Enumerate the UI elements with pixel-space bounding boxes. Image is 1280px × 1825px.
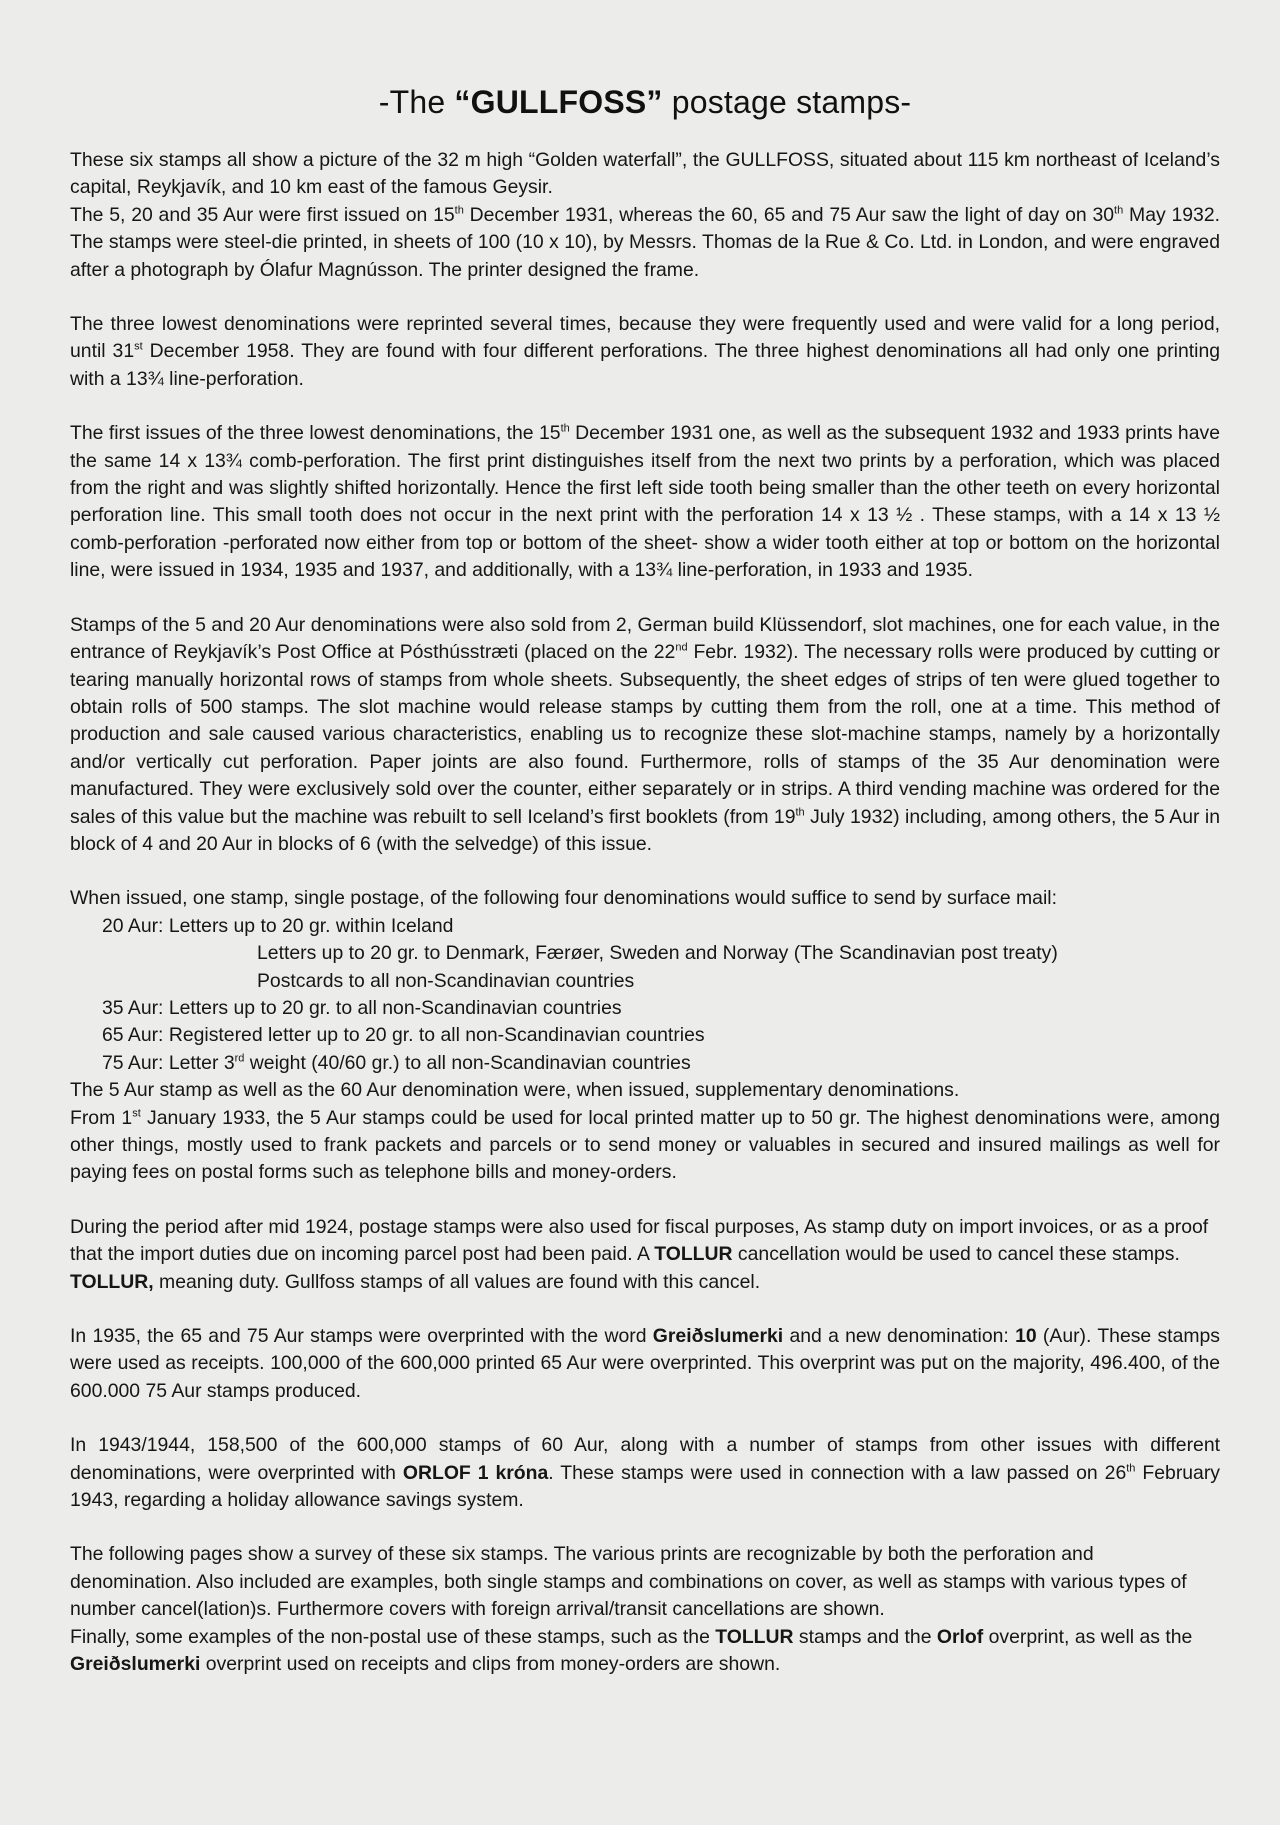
survey-text-d: stamps and the xyxy=(793,1625,937,1648)
reprints-text-a: The three lowest denominations were reprinted several times, because they were frequently used and were valid for a long period, until 31 xyxy=(70,313,1220,363)
paragraph-greidslumerki xyxy=(70,1323,1220,1405)
rate-label: 75 Aur: xyxy=(102,1051,164,1074)
paragraph-intro xyxy=(70,147,1220,284)
survey-text-a: The following pages show a survey of these six stamps. The various prints are recognizable by both the perforation and denomination. Also included are examples, both single stamps and combinations on cover, as well as stamps with various types of number cancel(lation)s. Furthermore covers with foreign arrival/transit cancellations are shown. xyxy=(70,1543,1187,1621)
title-suffix: postage stamps- xyxy=(662,84,912,120)
sup-text: th xyxy=(795,806,805,819)
tollur-bold: TOLLUR xyxy=(715,1625,794,1648)
overprint-text-e: (Aur). These stamps were used as receipts. 100,000 of the 600,000 printed 65 Aur were overprinted. This overprint was put on the majority, 496.400, of the 600.000 75 Aur stamps produced. xyxy=(70,1325,1220,1402)
supplementary-text: The 5 Aur stamp as well as the 60 Aur denomination were, when issued, supplementary denominations. xyxy=(70,1079,960,1102)
sup-text: st xyxy=(134,340,143,353)
tollur-bold: TOLLUR, xyxy=(70,1270,154,1293)
sup-text: th xyxy=(454,204,464,217)
issue-text-c: December 1931, whereas the 60, 65 and 75 Aur saw the light of day on 30 xyxy=(463,203,1115,226)
sup-text: rd xyxy=(234,1052,245,1065)
rate-75-aur xyxy=(70,1050,1220,1077)
fiscal-text-e: meaning duty. Gullfoss stamps of all values are found with this cancel. xyxy=(153,1270,761,1293)
usage-text-a: From 1 xyxy=(70,1106,133,1129)
title-prefix: -The xyxy=(378,84,455,120)
perf-text-c: December 1931 one, as well as the subsequent 1932 and 1933 prints have the same 14 x 13¾ comb-perforation. The first print distinguishes itself from the next two prints by a perforation, which was placed from the right and was slightly shifted horizontally. Hence the first left side tooth being smaller than the other teeth on every horizontal perforation line. This small tooth does not occur in the next print with the perforation 14 x 13 ½ . These stamps, with a 14 x 13 ½ comb-perforation -perforated now either from top or bottom of the sheet- show a wider tooth either at top or bottom on the horizontal line, were issued in 1934, 1935 and 1937, and additionally, with a 13¾ line-perforation, in 1933 and 1935. xyxy=(70,422,1220,582)
orlof-text-c: . These stamps were used in connection with a law passed on 26 xyxy=(548,1461,1127,1484)
perf-text-a: The first issues of the three lowest denominations, the 15 xyxy=(70,422,561,445)
paragraph-postage-rates xyxy=(70,885,1220,1186)
sup-text: th xyxy=(1126,1462,1136,1475)
paragraph-perforations xyxy=(70,420,1220,584)
orlof-text-a: In 1943/1944, 158,500 of the 600,000 stamps of 60 Aur, along with a number of stamps from other issues with different denominations, were overprinted with xyxy=(70,1434,1220,1484)
rate-20-aur-line3 xyxy=(70,968,1220,995)
paragraph-survey xyxy=(70,1541,1220,1678)
issue-text-e: May 1932. The stamps were steel-die printed, in sheets of 100 (10 x 10), by Messrs. Thomas de la Rue & Co. Ltd. in London, and were engraved after a photograph by Ólafur Magnússon. The printer designed the frame. xyxy=(70,203,1220,281)
overprint-text-a: In 1935, the 65 and 75 Aur stamps were overprinted with the word xyxy=(70,1325,653,1348)
survey-text-f: overprint, as well as the xyxy=(983,1625,1193,1648)
page-title xyxy=(70,84,1220,121)
intro-text: These six stamps all show a picture of the 32 m high “Golden waterfall”, the GULLFOSS, situated about 115 km northeast of Iceland’s capital, Reykjavík, and 10 km east of the famous Geysir. xyxy=(70,149,1220,199)
rate-35-aur xyxy=(70,995,1220,1022)
rate-text: Letters up to 20 gr. within Iceland xyxy=(168,914,454,937)
slot-text-a: Stamps of the 5 and 20 Aur denominations were also sold from 2, German build Klüssendorf, slot machines, one for each value, in the entrance of Reykjavík’s Post Office at Pósthússtræti (placed on the 22 xyxy=(70,613,1220,664)
survey-text-h: overprint used on receipts and clips from money-orders are shown. xyxy=(200,1653,781,1676)
rate-text: Postcards to all non-Scandinavian countries xyxy=(257,969,635,992)
overprint-text-c: and a new denomination: xyxy=(783,1325,1016,1348)
slot-text-c: Febr. 1932). The necessary rolls were produced by cutting or tearing manually horizontal rows of stamps from whole sheets. Subsequently, the sheet edges of strips of ten were glued together to obtain rolls of 500 stamps. The slot machine would release stamps by cutting them from the roll, one at a time. This method of production and sale caused various characteristics, enabling us to recognize these slot-machine stamps, namely by a horizontally and/or vertically cut perforation. Paper joints are also found. Furthermore, rolls of stamps of the 35 Aur denomination were manufactured. They were exclusively sold over the counter, either separately or in strips. A third vending machine was ordered for the sales of this value but the machine was rebuilt to sell Iceland’s first booklets (from 19 xyxy=(70,641,1220,828)
paragraph-fiscal xyxy=(70,1214,1220,1296)
usage-text-c: January 1933, the 5 Aur stamps could be used for local printed matter up to 50 gr. The highest denominations were, among other things, mostly used to frank packets and parcels or to send money or valuables in secured and insured mailings as well for paying fees on postal forms such as telephone bills and money-orders. xyxy=(70,1106,1220,1184)
rate-label: 65 Aur: xyxy=(102,1024,164,1047)
orlof-bold: Orlof xyxy=(936,1625,984,1648)
tollur-bold: TOLLUR xyxy=(654,1243,733,1266)
orlof-bold: ORLOF 1 króna xyxy=(402,1461,549,1484)
paragraph-reprints xyxy=(70,311,1220,393)
reprints-text-c: December 1958. They are found with four different perforations. The three highest denominations all had only one printing with a 13¾ line-perforation. xyxy=(70,340,1221,390)
usage-text xyxy=(70,1105,1220,1187)
rate-20-aur-line2 xyxy=(70,940,1220,967)
rates-intro: When issued, one stamp, single postage, of the following four denominations would suffice to send by surface mail: xyxy=(70,887,1057,910)
fiscal-text-c: cancellation would be used to cancel these stamps. xyxy=(732,1243,1180,1266)
survey-text-b: Finally, some examples of the non-postal use of these stamps, such as the xyxy=(70,1625,716,1648)
sup-text: th xyxy=(1114,204,1124,217)
rate-text: Letter 3 xyxy=(168,1051,235,1074)
greidslumerki-bold: Greiðslumerki xyxy=(70,1653,201,1676)
paragraph-orlof xyxy=(70,1432,1220,1514)
rate-label: 20 Aur: xyxy=(102,914,164,937)
body-text xyxy=(70,147,1220,1679)
sup-text: st xyxy=(132,1107,141,1120)
rate-text: Letters up to 20 gr. to all non-Scandinavian countries xyxy=(168,996,622,1019)
rate-text: Registered letter up to 20 gr. to all non-Scandinavian countries xyxy=(168,1024,705,1047)
rate-text: weight (40/60 gr.) to all non-Scandinavian countries xyxy=(244,1051,691,1074)
title-name: “GULLFOSS” xyxy=(454,84,663,120)
sup-text: th xyxy=(560,422,570,435)
rate-text: Letters up to 20 gr. to Denmark, Færøer, Sweden and Norway (The Scandinavian post treaty) xyxy=(257,942,1058,965)
sup-text: nd xyxy=(675,641,688,654)
issue-text-a: The 5, 20 and 35 Aur were first issued on 15 xyxy=(70,203,455,226)
fiscal-text-a: During the period after mid 1924, postage stamps were also used for fiscal purposes, As stamp duty on import invoices, or as a proof that the import duties due on incoming parcel post had been paid. A xyxy=(70,1215,1209,1266)
slot-text-e: July 1932) including, among others, the 5 Aur in block of 4 and 20 Aur in blocks of 6 (with the selvedge) of this issue. xyxy=(70,805,1220,855)
paragraph-slot-machines xyxy=(70,612,1220,859)
greidslumerki-bold: Greiðslumerki xyxy=(652,1325,784,1348)
rate-20-aur xyxy=(70,913,1220,940)
rate-label: 35 Aur: xyxy=(102,996,164,1019)
denomination-bold: 10 xyxy=(1015,1325,1037,1348)
orlof-text-e: February 1943, regarding a holiday allowance savings system. xyxy=(70,1461,1220,1512)
rate-65-aur xyxy=(70,1022,1220,1049)
